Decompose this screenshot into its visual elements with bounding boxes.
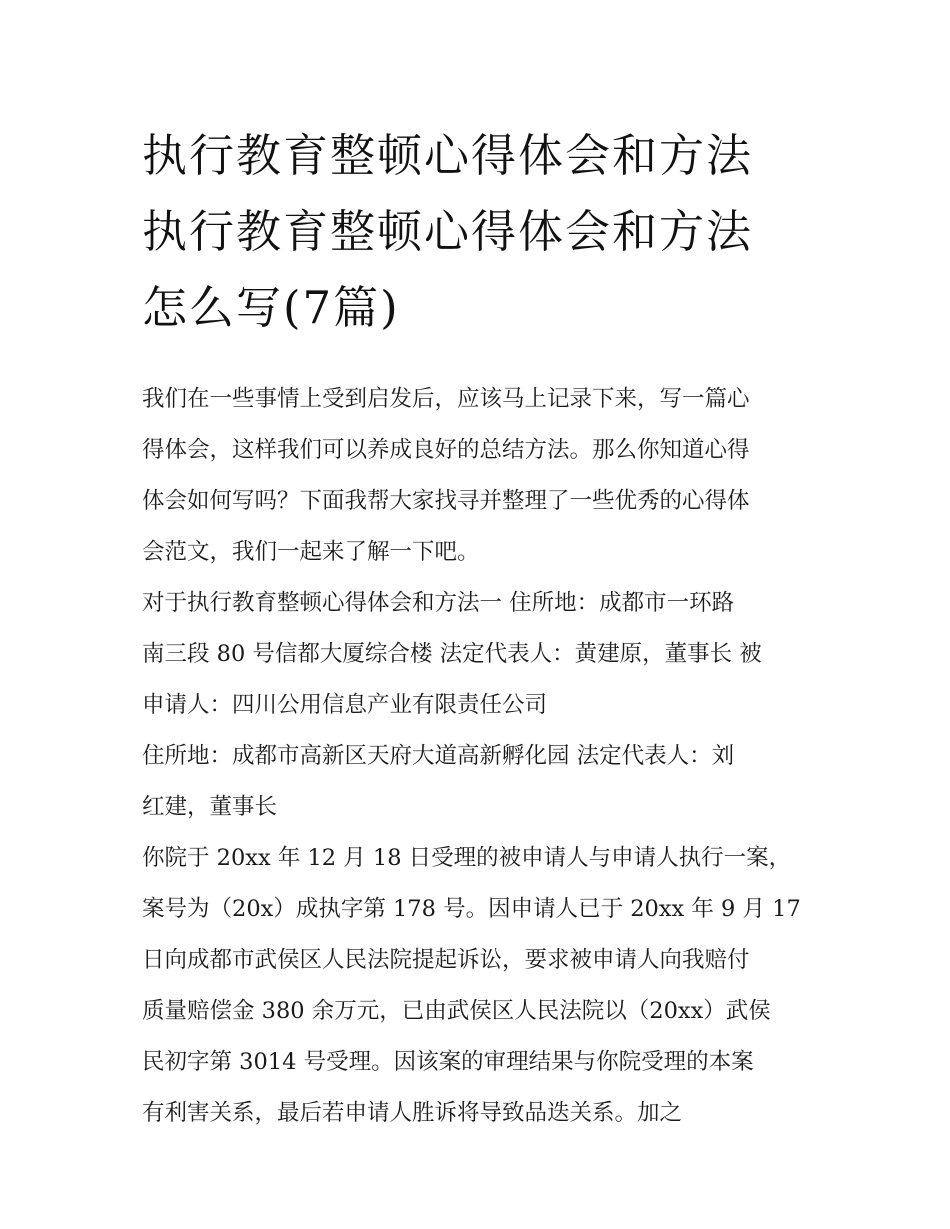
title-line: 执行教育整顿心得体会和方法 — [142, 129, 754, 182]
text-line: 你院于 20xx 年 12 月 18 日受理的被申请人与申请人执行一案， — [142, 845, 792, 871]
text-line: 对于执行教育整顿心得体会和方法一 住所地：成都市一环路 — [142, 590, 735, 616]
document-title — [142, 118, 814, 346]
case-paragraph — [142, 833, 814, 1139]
intro-paragraph — [142, 374, 814, 578]
text-line: 民初字第 3014 号受理。因该案的审理结果与你院受理的本案 — [142, 1049, 754, 1075]
text-line: 南三段 80 号信都大厦综合楼 法定代表人：黄建原，董事长 被 — [142, 641, 762, 667]
respondent-paragraph — [142, 731, 814, 833]
text-line: 日向成都市武侯区人民法院提起诉讼，要求被申请人向我赔付 — [142, 947, 750, 973]
title-line: 怎么写(7篇) — [142, 281, 400, 334]
text-line: 申请人：四川公用信息产业有限责任公司 — [142, 692, 548, 718]
text-line: 我们在一些事情上受到启发后，应该马上记录下来，写一篇心 — [142, 386, 750, 412]
text-line: 有利害关系，最后若申请人胜诉将导致品迭关系。加之 — [142, 1100, 683, 1126]
text-line: 案号为（20x）成执字第 178 号。因申请人已于 20xx 年 9 月 17 — [142, 896, 801, 922]
title-line: 执行教育整顿心得体会和方法 — [142, 205, 754, 258]
text-line: 得体会，这样我们可以养成良好的总结方法。那么你知道心得 — [142, 437, 750, 463]
document-page — [142, 118, 814, 1139]
text-line: 会范文，我们一起来了解一下吧。 — [142, 539, 480, 565]
text-line: 体会如何写吗？下面我帮大家找寻并整理了一些优秀的心得体 — [142, 488, 750, 514]
text-line: 红建，董事长 — [142, 794, 278, 820]
text-line: 住所地：成都市高新区天府大道高新孵化园 法定代表人：刘 — [142, 743, 735, 769]
text-line: 质量赔偿金 380 余万元，已由武侯区人民法院以（20xx）武侯 — [142, 998, 771, 1024]
applicant-paragraph — [142, 578, 814, 731]
